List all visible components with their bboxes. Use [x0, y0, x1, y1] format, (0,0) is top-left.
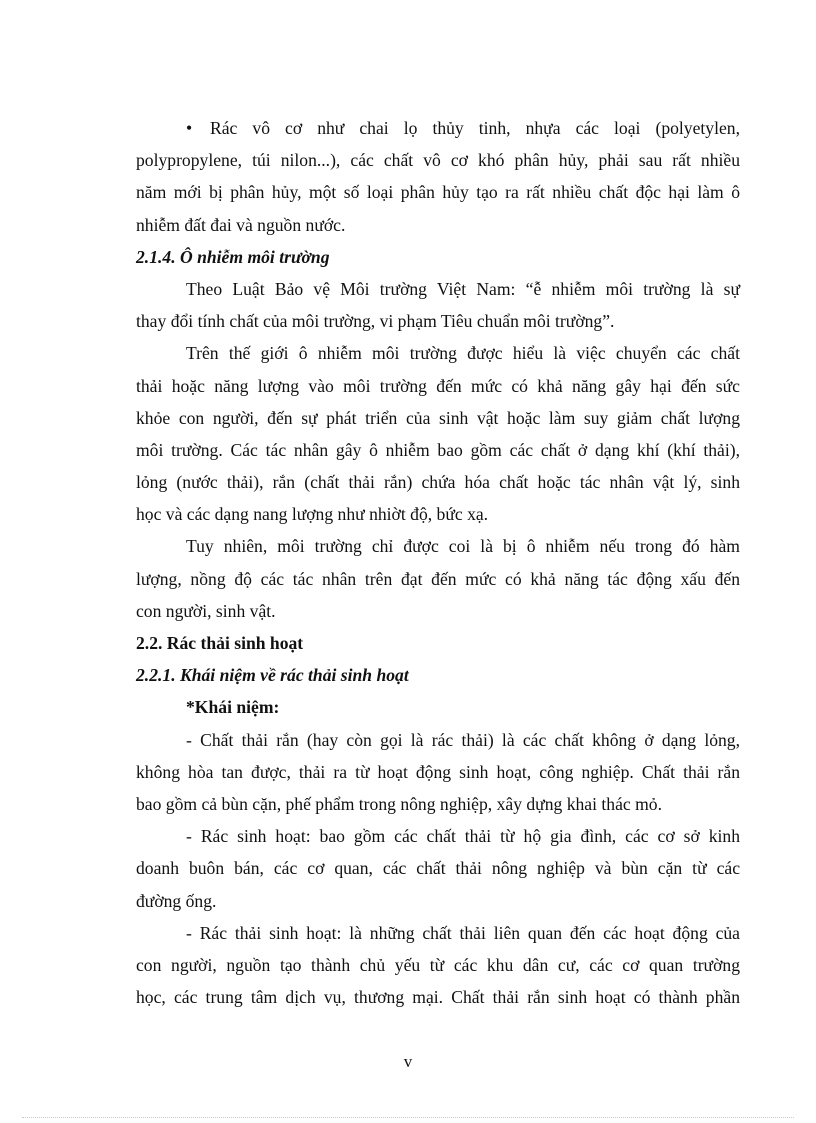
paragraph-line: - Rác sinh hoạt: bao gồm các chất thải từ hộ gia đình, các cơ sở kinh	[186, 826, 740, 847]
bullet-icon: •	[186, 118, 193, 138]
paragraph-line: đường ống.	[136, 890, 217, 911]
paragraph-line: lượng, nồng độ các tác nhân trên đạt đến mức có khả năng tác động xấu đến	[136, 568, 740, 589]
paragraph-line: Theo Luật Bảo vệ Môi trường Việt Nam: “ễ nhiễm môi trường là sự	[186, 278, 740, 299]
section-heading-2-2: 2.2. Rác thải sinh hoạt	[136, 633, 304, 653]
section-heading-2-2-1: 2.2.1. Khái niệm về rác thải sinh hoạt	[136, 665, 409, 686]
paragraph-line: lỏng (nước thải), rắn (chất thải rắn) chứa hóa chất hoặc tác nhân vật lý, sinh	[136, 472, 740, 493]
paragraph-line: Trên thế giới ô nhiễm môi trường được hiểu là việc chuyển các chất	[186, 343, 740, 364]
paragraph-line: con người, sinh vật.	[136, 600, 276, 621]
paragraph-line: - Rác thải sinh hoạt: là những chất thải liên quan đến các hoạt động của	[186, 922, 740, 943]
paragraph-line: khỏe con người, đến sự phát triển của sinh vật hoặc làm suy giảm chất lượng	[136, 407, 740, 428]
paragraph-line: bao gồm cả bùn cặn, phế phẩm trong nông nghiệp, xây dựng khai thác mỏ.	[136, 793, 662, 814]
page-bottom-divider	[22, 1117, 794, 1118]
bullet-line: • Rác vô cơ như chai lọ thủy tinh, nhựa các loại (polyetylen,	[136, 112, 740, 144]
bullet-line: polypropylene, túi nilon...), các chất vô cơ khó phân hủy, phải sau rất nhiều	[136, 150, 740, 171]
paragraph-line: học, các trung tâm dịch vụ, thương mại. Chất thải rắn sinh hoạt có thành phần	[136, 987, 740, 1008]
paragraph-line: thải hoặc năng lượng vào môi trường đến mức có khả năng gây hại đến sức	[136, 375, 740, 396]
bullet-line: năm mới bị phân hủy, một số loại phân hủy tạo ra rất nhiều chất độc hại làm ô	[136, 182, 740, 203]
paragraph-line: không hòa tan được, thải ra từ hoạt động sinh hoạt, công nghiệp. Chất thải rắn	[136, 761, 740, 782]
page-number: v	[403, 1052, 413, 1071]
paragraph-line: - Chất thải rắn (hay còn gọi là rác thải) là các chất không ở dạng lỏng,	[186, 729, 740, 750]
section-heading-2-1-4: 2.1.4. Ô nhiễm môi trường	[136, 246, 330, 267]
document-page	[136, 112, 740, 1013]
paragraph-line: học và các dạng nang lượng như nhiờt độ, bức xạ.	[136, 504, 489, 525]
paragraph-line: Tuy nhiên, môi trường chỉ được coi là bị ô nhiễm nếu trong đó hàm	[186, 536, 740, 557]
paragraph-line: con người, nguồn tạo thành chủ yếu từ các khu dân cư, các cơ quan trường	[136, 954, 740, 975]
paragraph-line: thay đổi tính chất của môi trường, vi phạm Tiêu chuẩn môi trường”.	[136, 311, 615, 332]
paragraph-line: môi trường. Các tác nhân gây ô nhiễm bao gồm các chất ở dạng khí (khí thải),	[136, 439, 740, 460]
concept-label: *Khái niệm:	[186, 697, 280, 718]
bullet-line: nhiễm đất đai và nguồn nước.	[136, 214, 346, 235]
paragraph-line: doanh buôn bán, các cơ quan, các chất thải nông nghiệp và bùn cặn từ các	[136, 858, 740, 879]
